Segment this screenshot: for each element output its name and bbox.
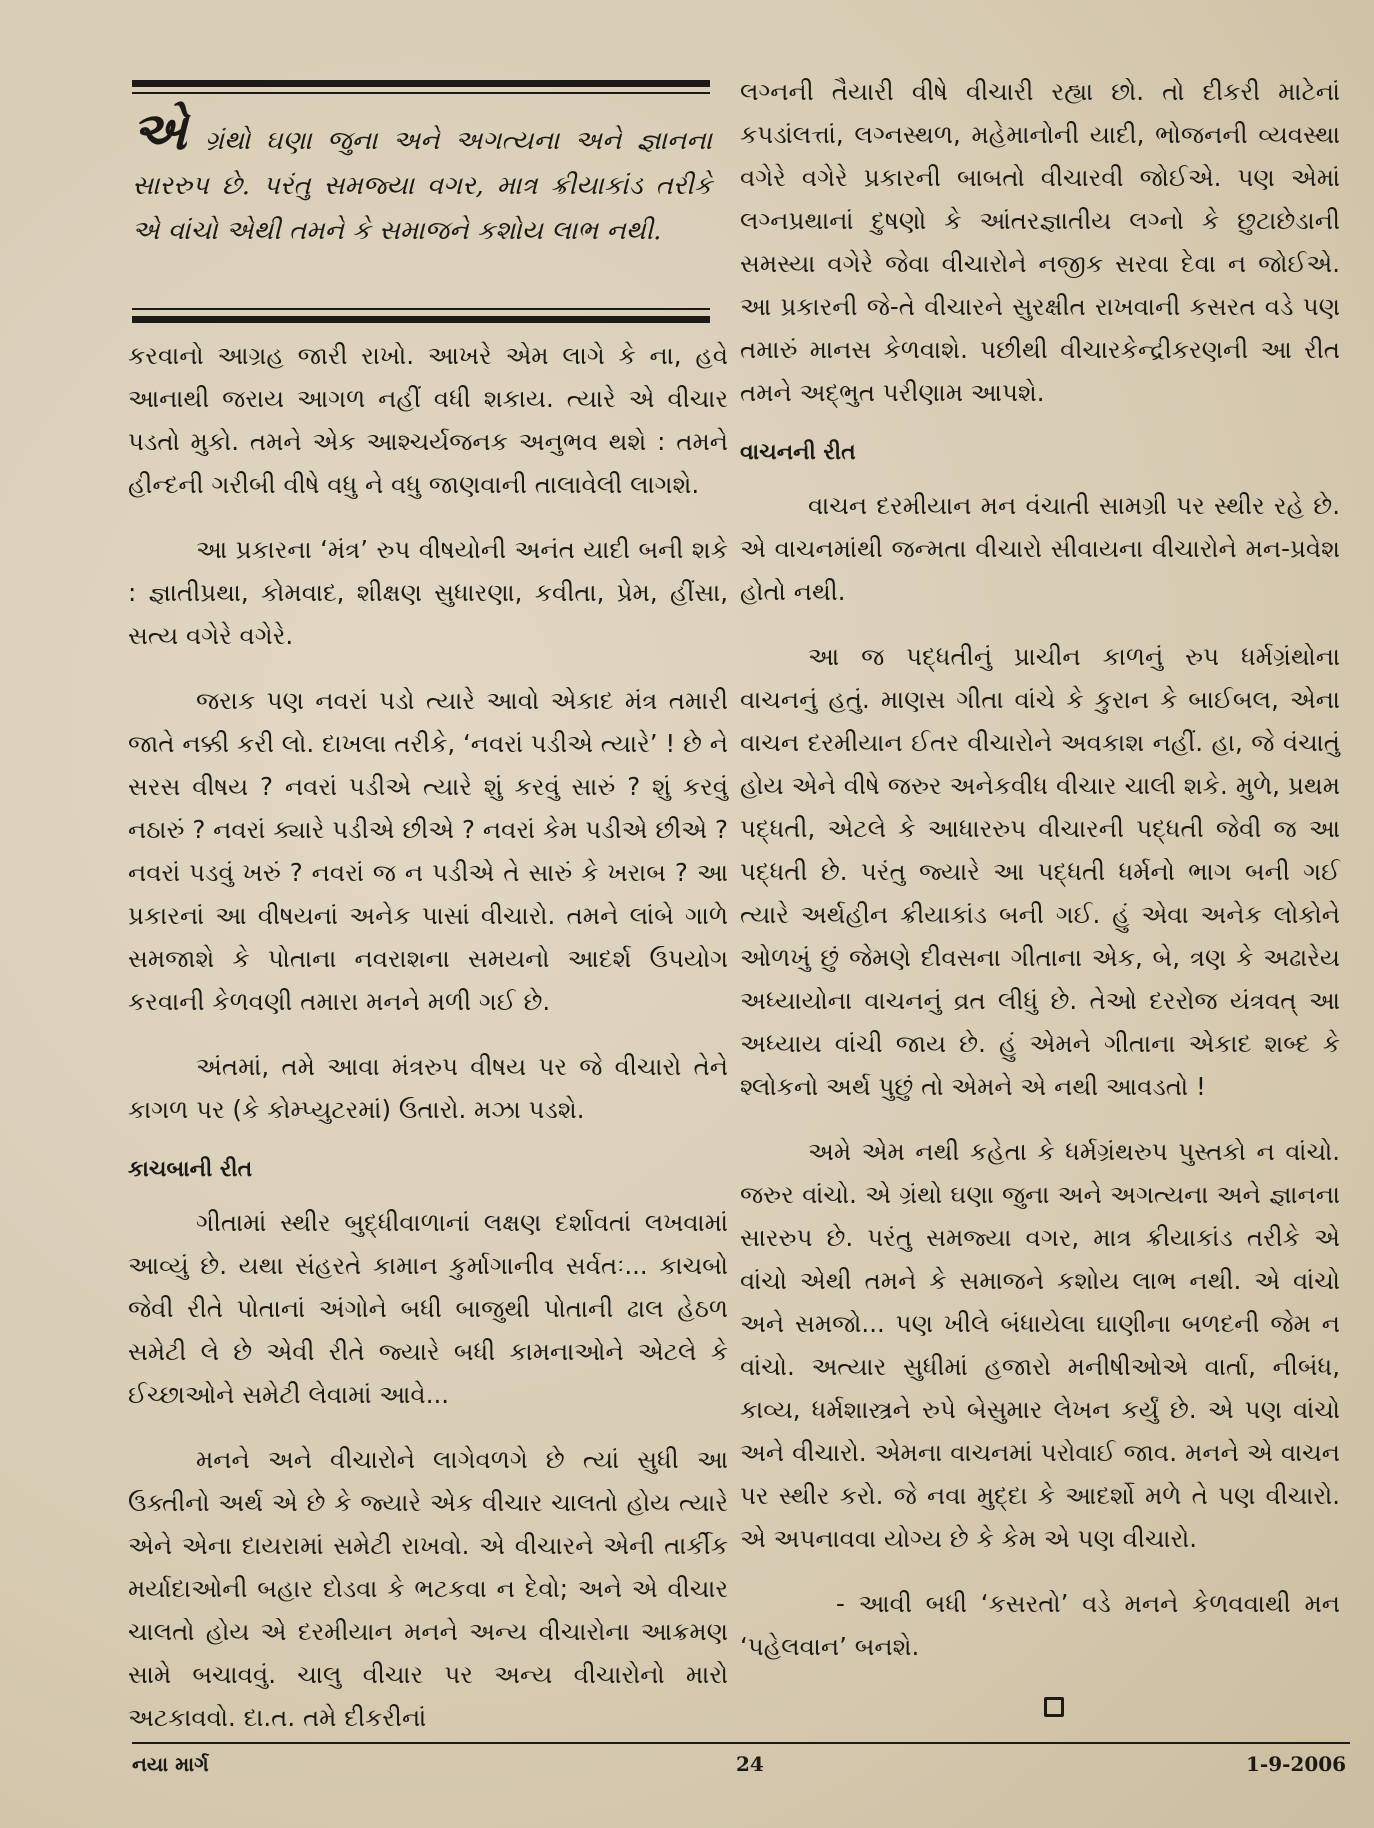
pullquote-bottom-rule-thin: [132, 308, 710, 310]
section-heading-kachba: કાચબાની રીત: [128, 1157, 253, 1182]
left-paragraph-5: ગીતામાં સ્થીર બુદ્ધીવાળાનાં લક્ષણ દર્શાવતાં લખવામાં આવ્યું છે. યથા સંહરતે કામાન કુર્માગાનીવ સર્વતઃ... કાચબો જેવી રીતે પોતાનાં અંગોને બધી બાજુથી પોતાની ઢાલ હેઠળ સમેટી લે છે એવી રીતે જ્યારે બધી કામનાઓને એટલે કે ઈચ્છાઓને સમેટી લેવામાં આવે...: [128, 1208, 728, 1409]
right-paragraph-5: - આવી બધી ‘કસરતો’ વડે મનને કેળવવાથી મન ‘પહેલવાન’ બનશે.: [740, 1589, 1340, 1661]
pullquote-text: ગ્રંથો ઘણા જુના અને અગત્યના અને જ્ઞાનના સારરુપ છે. પરંતુ સમજ્યા વગર, માત્ર ક્રીયાકાંડ તરીકે એ વાંચો એથી તમને કે સમાજને કશોય લાભ નથી.: [132, 126, 712, 246]
left-paragraph-3: જરાક પણ નવરાં પડો ત્યારે આવો એકાદ મંત્ર તમારી જાતે નક્કી કરી લો. દાખલા તરીકે, ‘નવરાં પડીએ ત્યારે’ ! છે ને સરસ વીષય ? નવરાં પડીએ ત્યારે શું કરવું સારું ? શું કરવું નઠારું ? નવરાં ક્યારે પડીએ છીએ ? નવરાં કેમ પડીએ છીએ ? નવરાં પડવું ખરું ? નવરાં જ ન પડીએ તે સારું કે ખરાબ ? આ પ્રકારનાં આ વીષયનાં અનેક પાસાં વીચારો. તમને લાંબે ગાળે સમજાશે કે પોતાના નવરાશના સમયનો આદર્શ ઉપયોગ કરવાની કેળવણી તમારા મનને મળી ગઈ છે.: [128, 686, 728, 1016]
left-paragraph-2: આ પ્રકારના ‘મંત્ર’ રુપ વીષયોની અનંત યાદી બની શકે : જ્ઞાતીપ્રથા, કોમવાદ, શીક્ષણ સુધારણા, કવીતા, પ્રેમ, હીંસા, સત્ય વગેરે વગેરે.: [128, 535, 728, 650]
pullquote-top-rule: [132, 80, 710, 87]
left-column: [128, 334, 728, 1761]
right-paragraph-3: આ જ પદ્ધતીનું પ્રાચીન કાળનું રુપ ધર્મગ્રંથોના વાચનનું હતું. માણસ ગીતા વાંચે કે કુરાન કે બાઈબલ, એના વાચન દરમીયાન ઈતર વીચારોને અવકાશ નહીં. હા, જે વંચાતું હોય એને વીષે જરુર અનેકવીધ વીચાર ચાલી શકે. મુળે, પ્રથમ પદ્ધતી, એટલે કે આધારરુપ વીચારની પદ્ધતી જેવી જ આ પદ્ધતી છે. પરંતુ જ્યારે આ પદ્ધતી ધર્મનો ભાગ બની ગઈ ત્યારે અર્થહીન ક્રીયાકાંડ બની ગઈ. હું એવા અનેક લોકોને ઓળખું છું જેમણે દીવસના ગીતાના એક, બે, ત્રણ કે અઢારેય અધ્યાયોના વાચનનું વ્રત લીધું છે. તેઓ દરરોજ યંત્રવત્ આ અધ્યાય વાંચી જાય છે. હું એમને ગીતાના એકાદ શબ્દ કે શ્લોકનો અર્થ પુછું તો એમને એ નથી આવડતો !: [740, 642, 1340, 1101]
section-heading-vachan: વાચનની રીત: [740, 440, 856, 465]
pullquote-drop-letter: એ: [132, 101, 187, 162]
right-paragraph-1: લગ્નની તૈયારી વીષે વીચારી રહ્યા છો. તો દીકરી માટેનાં કપડાંલત્તાં, લગ્નસ્થળ, મહેમાનોની યાદી, ભોજનની વ્યવસ્થા વગેરે વગેરે પ્રકારની બાબતો વીચારવી જોઈએ. પણ એમાં લગ્નપ્રથાનાં દુષણો કે આંતરજ્ઞાતીય લગ્નો કે છુટાછેડાની સમસ્યા વગેરે જેવા વીચારોને નજીક સરવા દેવા ન જોઈએ. આ પ્રકારની જે-તે વીચારને સુરક્ષીત રાખવાની કસરત વડે પણ તમારું માનસ કેળવાશે. પછીથી વીચારકેન્દ્રીકરણની આ રીત તમને અદ્ભુત પરીણામ આપશે.: [740, 77, 1340, 407]
left-paragraph-1: કરવાનો આગ્રહ જારી રાખો. આખરે એમ લાગે કે ના, હવે આનાથી જરાય આગળ નહીં વધી શકાય. ત્યારે એ વીચાર પડતો મુકો. તમને એક આશ્ચર્યજનક અનુભવ થશે : તમને હીન્દની ગરીબી વીષે વધુ ને વધુ જાણવાની તાલાવેલી લાગશે.: [128, 341, 728, 499]
end-of-article-box-icon: [1044, 1697, 1064, 1717]
pullquote-bottom-rule: [132, 316, 710, 323]
footer-page-number: 24: [736, 1752, 764, 1776]
right-paragraph-2: વાચન દરમીયાન મન વંચાતી સામગ્રી પર સ્થીર રહે છે. એ વાચનમાંથી જન્મતા વીચારો સીવાયના વીચારોને મન-પ્રવેશ હોતો નથી.: [740, 491, 1340, 606]
footer-rule: [132, 1742, 1350, 1744]
footer-magazine-name: નયા માર્ગ: [132, 1752, 209, 1776]
right-column: [740, 70, 1340, 1690]
right-paragraph-4: અમે એમ નથી કહેતા કે ધર્મગ્રંથરુપ પુસ્તકો ન વાંચો. જરુર વાંચો. એ ગ્રંથો ઘણા જુના અને અગત્યના અને જ્ઞાનના સારરુપ છે. પરંતુ સમજ્યા વગર, માત્ર ક્રીયાકાંડ તરીકે એ વાંચો એથી તમને કે સમાજને કશોય લાભ નથી. એ વાંચો અને સમજો... પણ ખીલે બંધાયેલા ઘાણીના બળદની જેમ ન વાંચો. અત્યાર સુધીમાં હજારો મનીષીઓએ વાર્તા, નીબંધ, કાવ્ય, ધર્મશાસ્ત્રને રુપે બેસુમાર લેખન કર્યું છે. એ પણ વાંચો અને વીચારો. એમના વાચનમાં પરોવાઈ જાવ. મનને એ વાચન પર સ્થીર કરો. જે નવા મુદ્દા કે આદર્શો મળે તે પણ વીચારો. એ અપનાવવા યોગ્ય છે કે કેમ એ પણ વીચારો.: [740, 1137, 1340, 1553]
pullquote: [132, 101, 712, 254]
footer-date: 1-9-2006: [1246, 1752, 1347, 1776]
left-paragraph-6: મનને અને વીચારોને લાગેવળગે છે ત્યાં સુધી આ ઉક્તીનો અર્થ એ છે કે જ્યારે એક વીચાર ચાલતો હોય ત્યારે એને એના દાયરામાં સમેટી રાખવો. એ વીચારને એની તાર્કીક મર્યાદાઓની બહાર દોડવા કે ભટકવા ન દેવો; અને એ વીચાર ચાલતો હોય એ દરમીયાન મનને અન્ય વીચારોના આક્રમણ સામે બચાવવું. ચાલુ વીચાર પર અન્ય વીચારોનો મારો અટકાવવો. દા.ત. તમે દીકરીનાં: [128, 1445, 728, 1732]
left-paragraph-4: અંતમાં, તમે આવા મંત્રરુપ વીષય પર જે વીચારો તેને કાગળ પર (કે કોમ્પ્યુટરમાં) ઉતારો. મઝા પડશે.: [128, 1052, 728, 1124]
pullquote-top-rule-thin: [132, 92, 710, 94]
